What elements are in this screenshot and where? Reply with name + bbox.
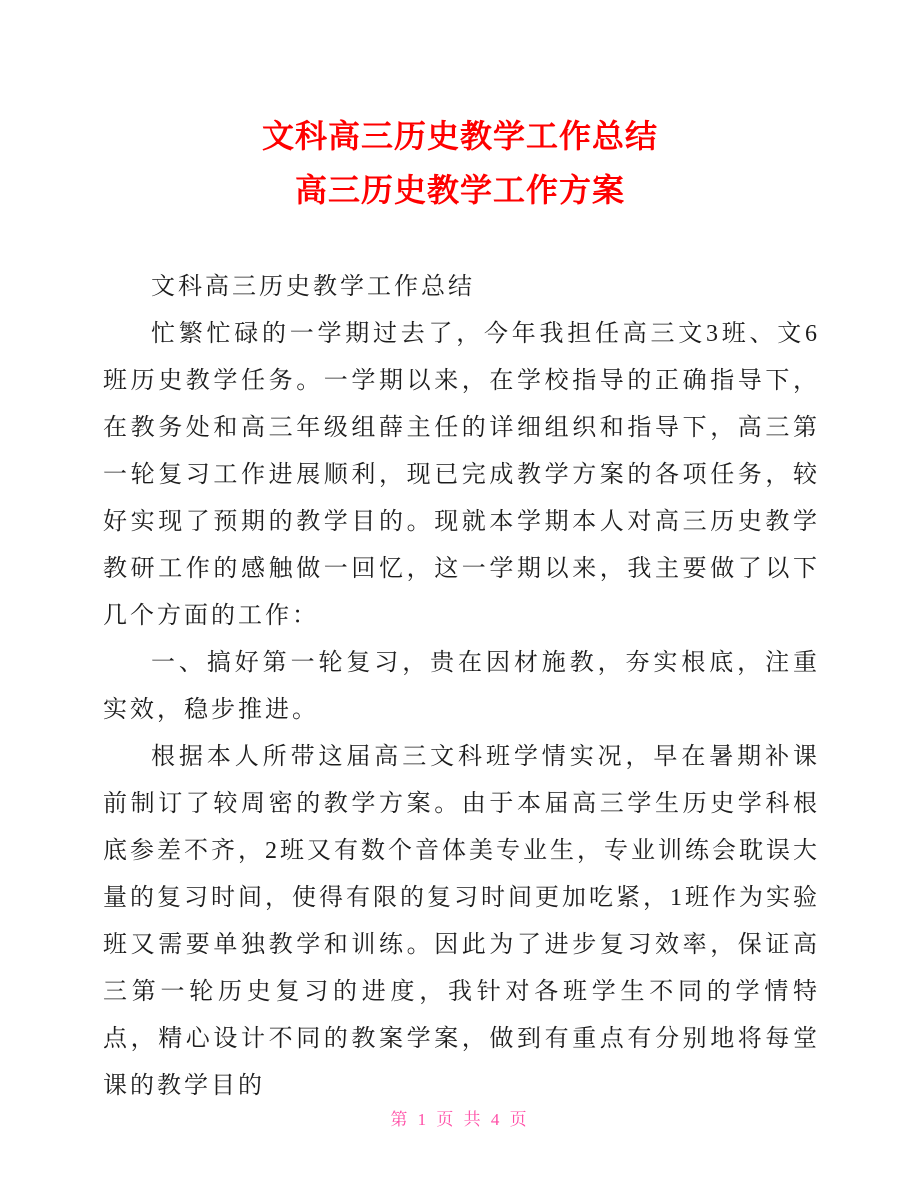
doc-title-block — [0, 0, 920, 210]
paragraph-summary-title: 文科高三历史教学工作总结 — [151, 274, 475, 300]
paragraph-section-1-heading: 一、搞好第一轮复习，贵在因材施教，夯实根底，注重实效，稳步推进。 — [103, 650, 820, 723]
page-footer — [0, 1106, 920, 1134]
doc-body — [103, 264, 820, 1110]
paragraph-intro: 忙繁忙碌的一学期过去了，今年我担任高三文3班、文6班历史教学任务。一学期以来，在学校指导的正确指导下，在教务处和高三年级组薛主任的详细组织和指导下，高三第一轮复习工作进展顺利，现已完成教学方案的各项任务，较好实现了预期的教学目的。现就本学期本人对高三历史教学教研工作的感触做一回忆，这一学期以来，我主要做了以下几个方面的工作： — [103, 321, 820, 629]
paragraph-section-1-body: 根据本人所带这届高三文科班学情实况，早在暑期补课前制订了较周密的教学方案。由于本届高三学生历史学科根底参差不齐，2班又有数个音体美专业生，专业训练会耽误大量的复习时间，使得有限的复习时间更加吃紧，1班作为实验班又需要单独教学和训练。因此为了进步复习效率，保证高三第一轮历史复习的进度，我针对各班学生不同的学情特点，精心设计不同的教案学案，做到有重点有分别地将每堂课的教学目的 — [103, 744, 820, 1099]
page-number-label: 第 1 页 共 4 页 — [390, 1110, 530, 1129]
doc-title-line-1: 文科高三历史教学工作总结 — [261, 118, 658, 154]
doc-title-line-2: 高三历史教学工作方案 — [294, 172, 625, 208]
